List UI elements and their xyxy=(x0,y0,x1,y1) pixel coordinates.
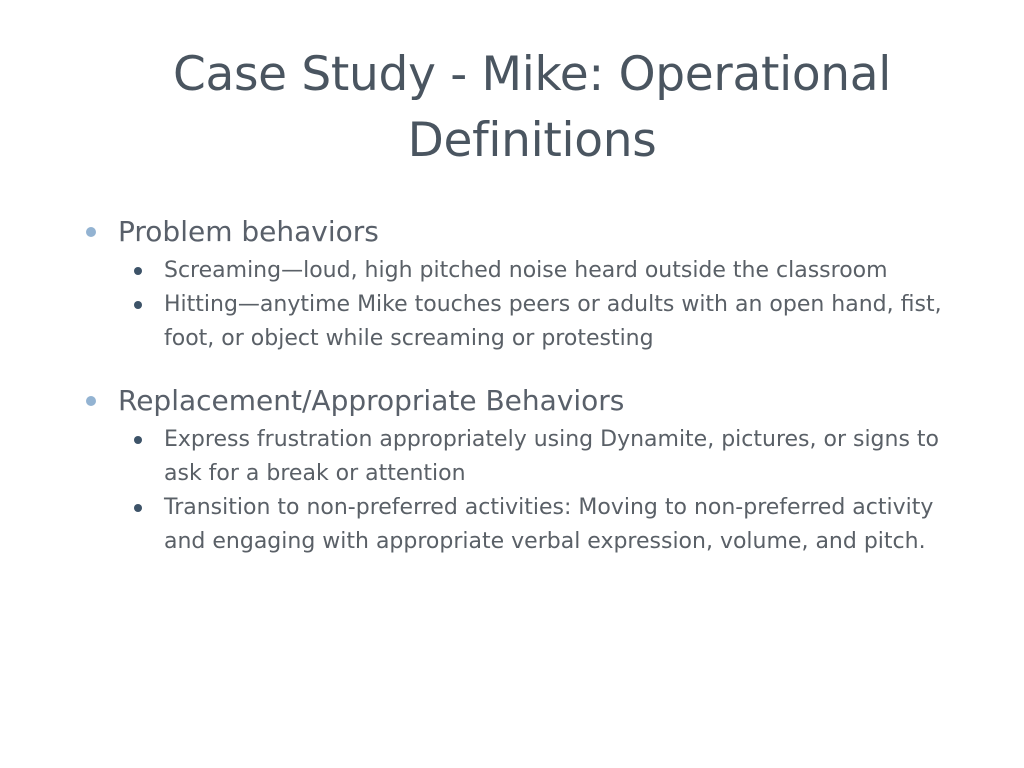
sub-bullet-icon xyxy=(134,267,142,275)
sub-bullet-icon xyxy=(134,301,142,309)
sub-bullet-text: Screaming—loud, high pitched noise heard outside the classroom xyxy=(164,258,888,283)
section-problem-behaviors xyxy=(80,214,970,356)
bullet-icon xyxy=(86,227,96,237)
section-heading: Replacement/Appropriate Behaviors xyxy=(118,384,625,417)
sub-bullet-item xyxy=(164,491,970,559)
sub-bullet-item xyxy=(164,423,970,491)
bullet-icon xyxy=(86,396,96,406)
sub-bullet-item xyxy=(164,288,970,356)
section-heading: Problem behaviors xyxy=(118,215,379,248)
sub-bullet-text: Transition to non-preferred activities: Moving to non-preferred activity and engaging with appropriate verbal expression, volume, and pitch. xyxy=(164,495,934,554)
bullet-item xyxy=(80,383,970,419)
sub-bullet-text: Express frustration appropriately using Dynamite, pictures, or signs to ask for a break or attention xyxy=(164,427,940,486)
sub-bullet-text: Hitting—anytime Mike touches peers or adults with an open hand, fist, foot, or object while screaming or protesting xyxy=(164,292,942,351)
section-replacement-behaviors xyxy=(80,383,970,559)
bullet-item xyxy=(80,214,970,250)
sub-bullet-item xyxy=(164,254,970,288)
slide-content xyxy=(80,214,970,586)
sub-bullet-icon xyxy=(134,436,142,444)
sub-bullet-icon xyxy=(134,504,142,512)
slide-title: Case Study - Mike: Operational Definitions xyxy=(172,47,892,168)
